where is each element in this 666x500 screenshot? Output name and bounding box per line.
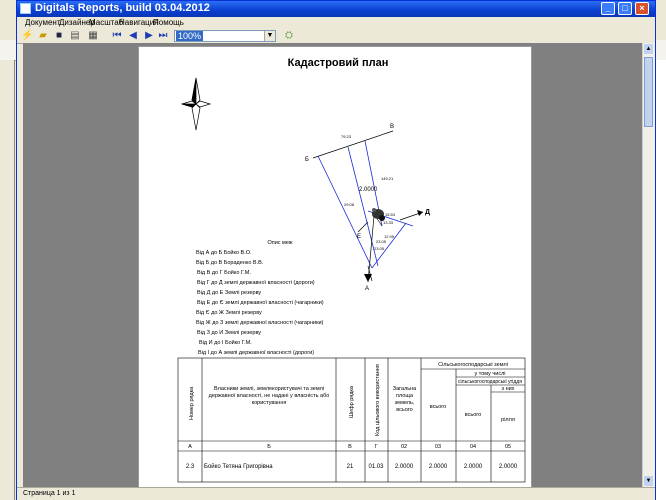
report-page: [138, 46, 532, 488]
menu-navigation[interactable]: Навигация: [119, 18, 159, 27]
border-line: Від Г до Д землі державної власності (дороги): [197, 280, 315, 286]
letter-cell: Б: [267, 444, 271, 450]
border-line: Від З до И Землі резерву: [197, 330, 262, 336]
border-line: Від Ж до З землі державної власності (чагарники): [196, 320, 324, 326]
header-owners: Власники землі, землекористувачі та землі державної власності, не надані у власність або користування: [208, 386, 330, 406]
dimension-label: 12.95: [384, 234, 395, 239]
letter-cell: Г: [374, 444, 378, 450]
toolbar: [17, 29, 655, 44]
first-page-icon[interactable]: ⏮: [112, 30, 122, 41]
letter-cell: В: [348, 444, 352, 450]
dimension-label: 149.21: [381, 176, 394, 181]
border-line: Від В до Г Бойко Г.М.: [197, 270, 251, 276]
status-bar: [17, 487, 655, 500]
row-code-cell: 21: [346, 464, 354, 470]
letter-cell: 03: [434, 444, 442, 450]
dimension-label: 15.53: [385, 212, 396, 217]
row-owner-cell: Бойко Тетяна Григорівна: [204, 464, 273, 470]
dimension-label: 23.05: [374, 246, 385, 251]
dimension-label: 29.08: [344, 202, 355, 207]
title-bar[interactable]: [17, 1, 655, 17]
border-line: Від И до І Бойко Г.М.: [199, 340, 252, 346]
page-indicator: Страница 1 из 1: [23, 490, 76, 497]
row-agri-land-cell: 2.0000: [463, 464, 483, 470]
parcel-area-label: 2.0000: [359, 187, 378, 193]
prev-page-icon[interactable]: ◀: [129, 30, 137, 41]
row-total-cell: 2.0000: [394, 464, 414, 470]
header-of-them: з них: [501, 386, 515, 392]
close-button[interactable]: ×: [635, 2, 649, 15]
header-owners-wrap: [204, 386, 334, 426]
row-arable-cell: 2.0000: [498, 464, 518, 470]
app-icon: [20, 3, 31, 14]
row-number-cell: 2.3: [185, 464, 195, 470]
border-line: Від Є до Ж Землі резерву: [196, 310, 262, 316]
background-app-left: [0, 60, 15, 500]
lightning-icon[interactable]: ⚡: [21, 30, 34, 41]
scroll-down-icon[interactable]: ▼: [645, 478, 652, 484]
point-label-b: Б: [305, 157, 309, 163]
letter-cell: 02: [400, 444, 408, 450]
border-line: Від Е до Є землі державної власності (чагарники): [197, 300, 324, 306]
maximize-button[interactable]: □: [618, 2, 632, 15]
menu-help[interactable]: Помощь: [153, 18, 184, 27]
header-agri-land-total: всього: [464, 412, 482, 418]
background-app-right: [655, 60, 666, 500]
menu-scale[interactable]: Масштаб: [89, 18, 124, 27]
border-line: Від Б до В Бораденко В.В.: [196, 260, 264, 266]
open-folder-icon[interactable]: ▰: [39, 30, 47, 41]
menu-bar: [17, 17, 655, 29]
zoom-value: 100%: [178, 31, 202, 41]
scroll-up-icon[interactable]: ▲: [645, 46, 652, 52]
header-use-code: Код цільового використання: [375, 364, 381, 436]
header-row-number: Номер рядка: [189, 386, 195, 420]
header-agri-land: сільськогосподарські угіддя: [458, 379, 522, 385]
header-agri-total: всього: [429, 404, 447, 410]
window-title: Digitals Reports, build 03.04.2012: [35, 2, 210, 14]
letter-cell: А: [188, 444, 192, 450]
save-icon[interactable]: ■: [55, 30, 63, 41]
dimension-label: 23.05: [376, 239, 387, 244]
dimension-label: 13.33: [383, 220, 394, 225]
border-line: Від Д до Е Землі резерву: [197, 290, 262, 296]
header-arable: рілля: [501, 417, 515, 423]
borders-heading: Опис меж: [267, 240, 293, 246]
point-label-a: А: [365, 286, 370, 292]
binoculars-icon[interactable]: ⛭: [285, 30, 293, 41]
header-total-area: Загальна площа земель, всього: [392, 386, 417, 413]
point-label-v: В: [390, 124, 395, 130]
header-code: Шифр рядка: [349, 386, 355, 418]
zoom-select[interactable]: [174, 30, 276, 42]
last-page-icon[interactable]: ⏭: [158, 30, 168, 41]
report-title: Кадастровий план: [287, 57, 389, 69]
minimize-button[interactable]: _: [601, 2, 615, 15]
border-line: Від І до А землі державної власності (дороги): [198, 350, 315, 356]
header-total-wrap: [389, 386, 420, 426]
report-window: [16, 0, 656, 500]
border-line: Від А до Б Бойко В.О.: [196, 250, 252, 256]
point-label-d: Д: [425, 209, 430, 216]
next-page-icon[interactable]: ▶: [145, 30, 153, 41]
menu-designer[interactable]: Дизайнер: [59, 18, 95, 27]
row-agri-cell: 2.0000: [428, 464, 448, 470]
letter-cell: 05: [504, 444, 512, 450]
point-label-e: Е: [357, 234, 362, 240]
vertical-scrollbar[interactable]: [642, 43, 655, 487]
table-row: [186, 463, 518, 470]
menu-document[interactable]: Документ: [25, 18, 61, 27]
header-agri: Сільськогосподарські землі: [438, 362, 508, 368]
scrollbar-thumb[interactable]: [644, 57, 653, 127]
print-icon[interactable]: ▤: [70, 30, 80, 41]
letter-cell: 04: [469, 444, 477, 450]
chevron-down-icon[interactable]: ▼: [264, 31, 275, 41]
dimension-label: 79.23: [341, 134, 352, 139]
row-use-code-cell: 01.03: [368, 464, 384, 470]
header-including: у тому числі: [474, 371, 506, 377]
page-setup-icon[interactable]: ▦: [88, 30, 98, 41]
